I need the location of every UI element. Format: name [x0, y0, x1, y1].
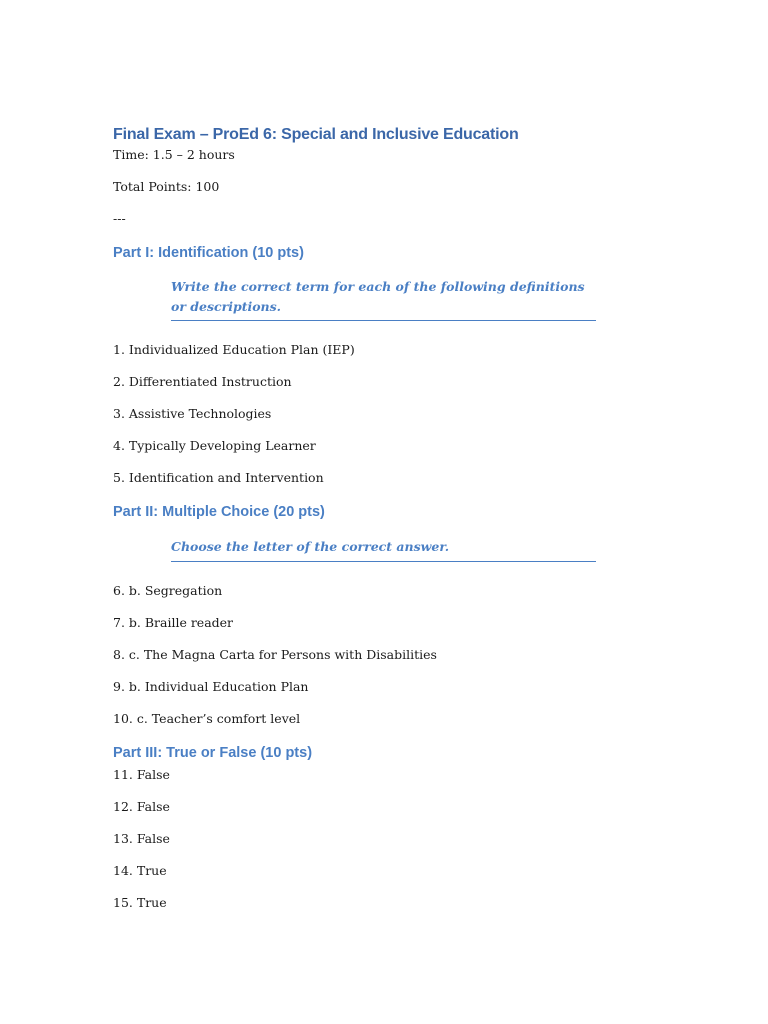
part2-heading: Part II: Multiple Choice (20 pts): [113, 504, 325, 520]
part2-answer-6: 6. b. Segregation: [113, 582, 223, 598]
part1-instruction: Write the correct term for each of the following definitions or descriptions.: [171, 279, 585, 314]
part1-answer-4: 4. Typically Developing Learner: [113, 438, 316, 453]
part1-answer-5: 5. Identification and Intervention: [113, 470, 324, 485]
part1-answer-1: 1. Individualized Education Plan (IEP): [113, 342, 355, 357]
part3-answer-14: 14. True: [113, 862, 167, 878]
document-title: Final Exam – ProEd 6: Special and Inclusive Education: [113, 126, 519, 143]
part2-answer-9: 9. b. Individual Education Plan: [113, 678, 309, 694]
part3-answer-11: 11. False: [113, 766, 170, 782]
part2-instruction-block: [171, 537, 596, 562]
part1-answer-2: 2. Differentiated Instruction: [113, 374, 292, 389]
part3-answer-12: 12. False: [113, 798, 170, 814]
part2-answer-7: 7. b. Braille reader: [113, 614, 234, 630]
part1-instruction-block: [171, 277, 596, 321]
separator-text: ---: [113, 211, 126, 226]
part2-instruction: Choose the letter of the correct answer.: [171, 539, 450, 554]
part3-answer-13: 13. False: [113, 830, 170, 846]
part3-heading: Part III: True or False (10 pts): [113, 744, 313, 761]
document-body: [113, 124, 603, 912]
part2-answer-8: 8. c. The Magna Carta for Persons with Disabilities: [113, 646, 437, 662]
part1-heading: Part I: Identification (10 pts): [113, 245, 304, 261]
exam-time: Time: 1.5 – 2 hours: [113, 147, 235, 162]
part3-answer-15: 15. True: [113, 894, 167, 910]
total-points: Total Points: 100: [113, 179, 220, 194]
part2-answer-10: 10. c. Teacher’s comfort level: [113, 710, 301, 726]
part1-answer-3: 3. Assistive Technologies: [113, 406, 272, 421]
